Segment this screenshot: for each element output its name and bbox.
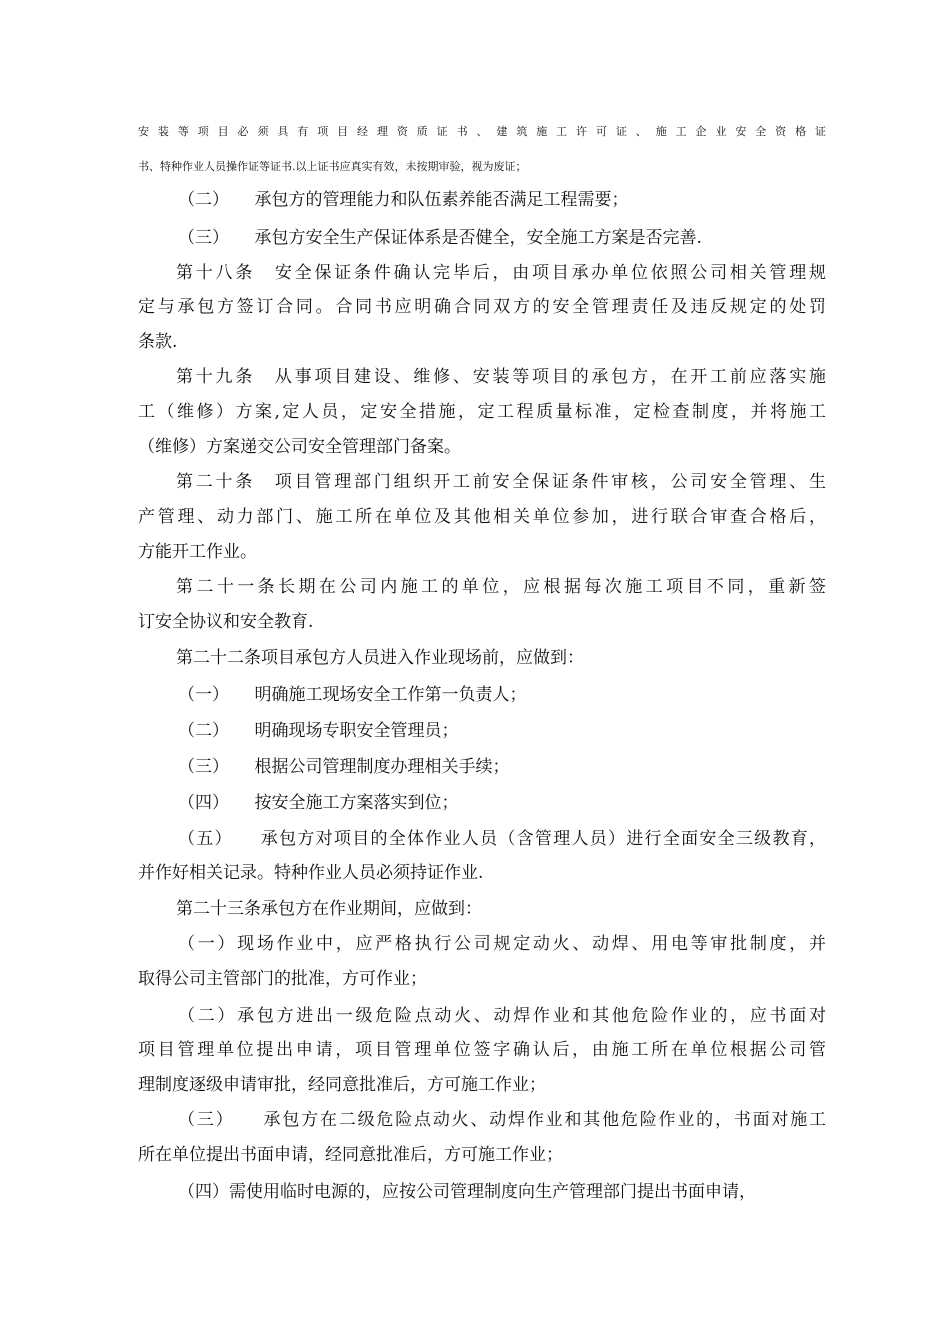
text-line: （五） 承包方对项目的全体作业人员（含管理人员）进行全面安全三级教育， [178,829,826,849]
text-line: 安装等项目必须具有项目经理资质证书、建筑施工许可证、施工企业安全资格证 [138,125,826,138]
text-line: （二） 明确现场专职安全管理员； [178,721,459,741]
text-line: （一） 明确施工现场安全工作第一负责人； [178,685,527,705]
text-line: 并作好相关记录。特种作业人员必须持证作业. [138,863,484,883]
text-line: 第二十三条承包方在作业期间，应做到： [176,899,482,919]
text-line: 订安全协议和安全教育. [138,612,314,632]
text-line: 第十八条 安全保证条件确认完毕后，由项目承办单位依照公司相关管理规 [176,263,826,283]
text-line: （三） 承包方在二级危险点动火、动焊作业和其他危险作业的，书面对施工 [178,1110,826,1130]
text-line: （维修）方案递交公司安全管理部门备案。 [138,437,461,457]
text-line: 所在单位提出书面申请，经同意批准后，方可施工作业； [138,1145,563,1165]
text-line: 项目管理单位提出申请，项目管理单位签字确认后，由施工所在单位根据公司管 [138,1040,826,1060]
text-line: 第二十二条项目承包方人员进入作业现场前，应做到： [176,648,584,668]
text-line: 取得公司主管部门的批准，方可作业； [138,969,427,989]
text-line: （二）承包方进出一级危险点动火、动焊作业和其他危险作业的，应书面对 [178,1006,826,1026]
text-line: （三） 承包方安全生产保证体系是否健全，安全施工方案是否完善. [178,228,702,248]
text-line: （四） 按安全施工方案落实到位； [178,793,459,813]
text-line: 定与承包方签订合同。合同书应明确合同双方的安全管理责任及违反规定的处罚 [138,297,826,317]
text-line: （三） 根据公司管理制度办理相关手续； [178,757,510,777]
text-line: 工（维修）方案,定人员，定安全措施，定工程质量标准，定检查制度，并将施工 [138,402,826,422]
text-line: 书、特种作业人员操作证等证书.以上证书应真实有效，未按期审验，视为废证； [138,160,527,173]
text-line: （二） 承包方的管理能力和队伍素养能否满足工程需要； [178,190,629,210]
text-line: （四）需使用临时电源的，应按公司管理制度向生产管理部门提出书面申请， [178,1182,756,1202]
text-line: （一）现场作业中，应严格执行公司规定动火、动焊、用电等审批制度，并 [178,934,826,954]
text-line: 第十九条 从事项目建设、维修、安装等项目的承包方，在开工前应落实施 [176,367,826,387]
text-line: 条款. [138,332,178,352]
text-line: 理制度逐级申请审批，经同意批准后，方可施工作业； [138,1075,546,1095]
text-line: 产管理、动力部门、施工所在单位及其他相关单位参加，进行联合审查合格后， [138,507,826,527]
text-line: 第二十一条长期在公司内施工的单位，应根据每次施工项目不同，重新签 [176,577,826,597]
text-line: 第二十条 项目管理部门组织开工前安全保证条件审核，公司安全管理、生 [176,472,826,492]
text-line: 方能开工作业。 [138,542,257,562]
